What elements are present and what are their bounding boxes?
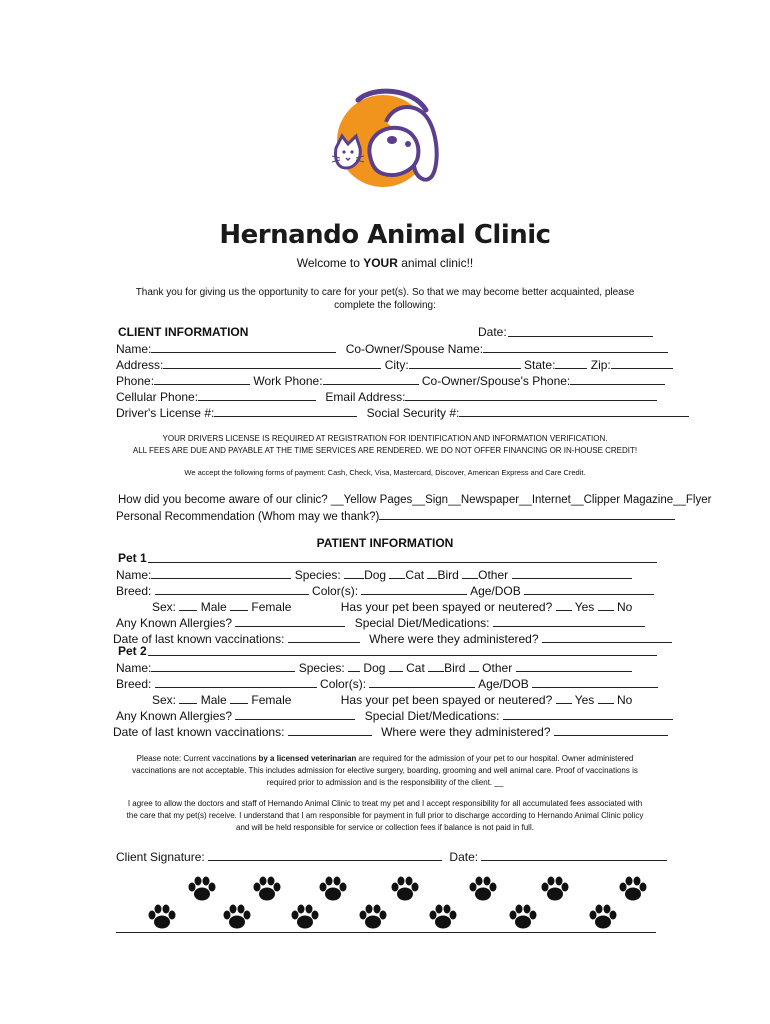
city-field[interactable]	[409, 357, 521, 369]
paw-print-icon	[428, 904, 458, 930]
pet1-vacc-date-field[interactable]	[288, 631, 360, 643]
pet1-breed-field[interactable]	[155, 583, 309, 595]
pet1-breed-row: Breed: Color(s): Age/DOB	[116, 583, 657, 598]
clinic-logo	[328, 86, 444, 196]
client-heading-row	[116, 325, 657, 339]
pet2-label: Pet 2	[118, 644, 147, 658]
cellular-field[interactable]	[198, 389, 316, 401]
name-field[interactable]	[151, 341, 336, 353]
vaccination-note: Please note: Current vaccinations by a licensed veterinarian are required for the admission of your pet to our hospital. Owner administered vaccinations are not acceptable. This includes admission for elective surgery, boarding, grooming and well animal care. Proof of vaccinations is required prior to admission and is the responsibility of the client. __	[132, 754, 638, 787]
phone-field[interactable]	[154, 373, 250, 385]
agreement-text: I agree to allow the doctors and staff of Hernando Animal Clinic to treat my pet and I accept responsibility for all accumulated fees associated with the care that my pet(s) receive. I understand that I am responsible for payment in full prior to discharge according to Hernando Animal Clinic policy and will be held responsible for service or collection fees if balance is not paid in full.	[126, 799, 644, 832]
paw-print-icon	[252, 876, 282, 902]
pet2-name-row: Name: Species: Dog Cat Bird Other	[116, 660, 657, 675]
pet1-label: Pet 1	[118, 551, 147, 565]
license-field[interactable]	[214, 405, 357, 417]
pet2-breed-field[interactable]	[155, 676, 317, 688]
pet1-vacc-where-field[interactable]	[542, 631, 672, 643]
paw-print-icon	[390, 876, 420, 902]
signature-field[interactable]	[208, 849, 442, 861]
page-title: Hernando Animal Clinic	[219, 220, 551, 250]
coowner-name-field[interactable]	[483, 341, 668, 353]
zip-field[interactable]	[611, 357, 673, 369]
paw-print-icon	[318, 876, 348, 902]
paw-print-icon	[468, 876, 498, 902]
pet2-vacc-row: Date of last known vaccinations: Where were they administered?	[113, 724, 654, 739]
paw-print-icon	[358, 904, 388, 930]
work-phone-field[interactable]	[323, 373, 419, 385]
pet2-breed-row: Breed: Color(s): Age/DOB	[116, 676, 657, 691]
state-field[interactable]	[555, 357, 587, 369]
pet1-diet-field[interactable]	[493, 615, 645, 627]
pet2-allergies-field[interactable]	[235, 708, 355, 720]
paw-print-icon	[222, 904, 252, 930]
pet2-allergies-row: Any Known Allergies? Special Diet/Medications:	[116, 708, 657, 723]
date-field[interactable]	[508, 325, 653, 337]
pet2-sex-row: Sex: Male Female Has your pet been spayed or neutered? Yes No	[152, 693, 633, 707]
signature-row: Client Signature: Date:	[116, 849, 657, 864]
pet2-colors-field[interactable]	[369, 676, 475, 688]
paw-print-icon	[588, 904, 618, 930]
paw-print-icon	[540, 876, 570, 902]
pet1-colors-field[interactable]	[361, 583, 467, 595]
notices: YOUR DRIVERS LICENSE IS REQUIRED AT REGISTRATION FOR IDENTIFICATION AND INFORMATION VERIFICATION. ALL FEES ARE DUE AND PAYABLE AT THE TIME SERVICES ARE RENDERED. WE DO NOT OFFER FINANCING OR IN-HOUSE CREDIT!	[132, 434, 638, 455]
paw-print-icon	[618, 876, 648, 902]
pet2-age-field[interactable]	[532, 676, 658, 688]
pet2-vacc-date-field[interactable]	[288, 724, 372, 736]
welcome-line: Welcome to YOUR animal clinic!!	[296, 256, 474, 270]
row-address: Address: City: State: Zip:	[116, 357, 657, 372]
pet1-vacc-row: Date of last known vaccinations: Where were they administered?	[113, 631, 654, 646]
pet1-header	[116, 551, 657, 565]
ssn-field[interactable]	[459, 405, 689, 417]
client-heading: CLIENT INFORMATION	[118, 325, 249, 339]
pet2-other-field[interactable]	[516, 660, 632, 672]
pet2-header	[116, 644, 657, 658]
pet2-vacc-where-field[interactable]	[554, 724, 668, 736]
row-cellular: Cellular Phone: Email Address:	[116, 389, 657, 404]
pet1-sex-row: Sex: Male Female Has your pet been spayed or neutered? Yes No	[152, 600, 633, 614]
paw-print-icon	[147, 904, 177, 930]
pet2-name-field[interactable]	[151, 660, 295, 672]
paw-print-icon	[187, 876, 217, 902]
pet1-other-field[interactable]	[512, 567, 632, 579]
intro-text: Thank you for giving us the opportunity to care for your pet(s). So that we may become better acquainted, please complete the following:	[135, 287, 635, 311]
email-field[interactable]	[405, 389, 657, 401]
row-name: Name: Co-Owner/Spouse Name:	[116, 341, 657, 356]
payment-note: We accept the following forms of payment: Cash, Check, Visa, Mastercard, Discover, American Express and Care Credit.	[184, 468, 586, 477]
row-phone: Phone: Work Phone: Co-Owner/Spouse's Phone:	[116, 373, 657, 388]
patient-heading: PATIENT INFORMATION	[316, 536, 454, 550]
pet1-age-field[interactable]	[524, 583, 654, 595]
pet1-allergies-field[interactable]	[235, 615, 345, 627]
recommendation-field[interactable]	[379, 508, 675, 520]
aware-line1: How did you become aware of our clinic? __Yellow Pages__Sign__Newspaper__Internet__Clipper Magazine__Flyer	[118, 494, 712, 506]
paw-print-icon	[508, 904, 538, 930]
address-field[interactable]	[163, 357, 381, 369]
bottom-divider	[116, 932, 656, 933]
pet2-diet-field[interactable]	[503, 708, 673, 720]
pet1-name-field[interactable]	[151, 567, 291, 579]
paw-print-icon	[290, 904, 320, 930]
coowner-phone-field[interactable]	[570, 373, 665, 385]
aware-line2: Personal Recommendation (Whom may we thank?)	[116, 508, 656, 524]
pet1-name-row: Name: Species: Dog Cat Bird Other	[116, 567, 657, 582]
signature-date-field[interactable]	[481, 849, 667, 861]
row-license: Driver's License #: Social Security #:	[116, 405, 657, 420]
pet1-allergies-row: Any Known Allergies? Special Diet/Medications:	[116, 615, 657, 630]
date-label: Date:	[478, 325, 507, 339]
